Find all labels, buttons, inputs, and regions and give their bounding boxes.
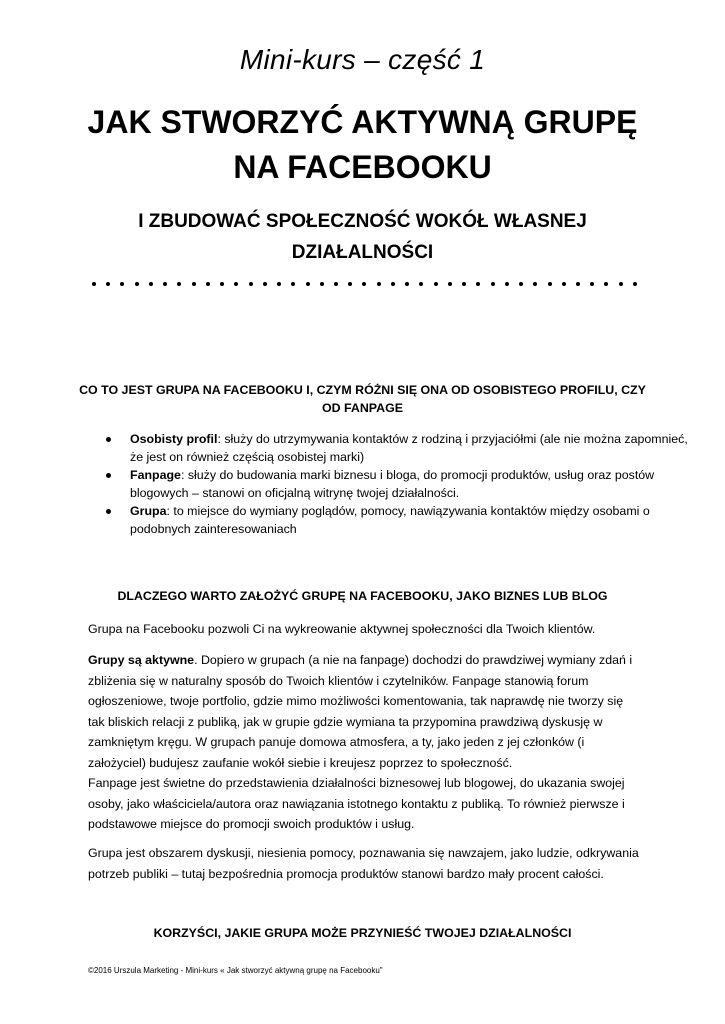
list-item bbox=[130, 502, 690, 538]
section-heading-benefits: KORZYŚCI, JAKIE GRUPA MOŻE PRZYNIEŚĆ TWOJEJ DZIAŁALNOŚCI bbox=[153, 926, 572, 940]
definition-list bbox=[88, 430, 690, 538]
paragraph: Grupa na Facebooku pozwoli Ci na wykreowanie aktywnej społeczności dla Twoich klientów. bbox=[88, 622, 596, 636]
paragraph-bold-lead: Grupy są aktywne bbox=[88, 653, 195, 667]
list-item-term: Fanpage bbox=[130, 468, 181, 482]
title-line-1: JAK STWORZYĆ AKTYWNĄ GRUPĘ bbox=[87, 104, 638, 140]
list-item-text: : to miejsce do wymiany poglądów, pomocy, nawiązywania kontaktów między osobami o podobnych zainteresowaniach bbox=[130, 504, 650, 536]
section-heading-line-2: OD FANPAGE bbox=[321, 401, 403, 415]
page-subtitle bbox=[60, 206, 665, 268]
paragraph: Fanpage jest świetne do przedstawienia działalności biznesowej lub blogowej, do ukazania swojej osoby, jako właściciela/autora oraz nawiązania istotnego kontaktu z publiką. To również pierwsze i podstawowe miejsce do promocji swoich produktów i usług. bbox=[88, 776, 625, 831]
section-heading-what-is-group bbox=[70, 381, 655, 417]
course-label: Mini-kurs – część 1 bbox=[239, 44, 486, 75]
paragraph: Grupa jest obszarem dyskusji, niesienia pomocy, poznawania się nawzajem, jako ludzie, odkrywania potrzeb publiki – tutaj bezpośrednia promocja produktów stanowi bardzo mały procent całości. bbox=[88, 846, 639, 881]
section-heading-why-group: DLACZEGO WARTO ZAŁOŻYĆ GRUPĘ NA FACEBOOKU, JAKO BIZNES LUB BLOG bbox=[117, 589, 608, 603]
list-item-text: : służy do utrzymywania kontaktów z rodziną i przyjaciółmi (ale nie można zapomnieć, że jest on również częścią osobistej marki) bbox=[130, 432, 688, 464]
list-item-term: Osobisty profil bbox=[130, 432, 218, 446]
subtitle-line-2: DZIAŁALNOŚCI bbox=[291, 242, 434, 263]
list-item-text: : służy do budowania marki biznesu i bloga, do promocji produktów, usług oraz postów blogowych – stanowi on oficjalną witrynę twojej działalności. bbox=[130, 468, 655, 500]
list-item bbox=[130, 430, 690, 466]
paragraph bbox=[88, 650, 640, 773]
list-item bbox=[130, 466, 690, 502]
page-title bbox=[40, 100, 685, 190]
page-footer: ©2016 Urszula Marketing - Mini-kurs « Jak stworzyć aktywną grupę na Facebooku" bbox=[88, 966, 383, 975]
subtitle-line-1: I ZBUDOWAĆ SPOŁECZNOŚĆ WOKÓŁ WŁASNEJ bbox=[138, 211, 587, 232]
dotted-divider bbox=[92, 282, 637, 286]
paragraph-text: . Dopiero w grupach (a nie na fanpage) dochodzi do prawdziwej wymiany zdań i zbliżenia się w naturalny sposób do Twoich klientów i czytelników. Fanpage stanowią forum ogłoszeniowe, twoje portfolio, gdzie mimo możliwości komentowania, tak naprawdę nie tworzy się tak bliskich relacji z publiką, jak w grupie gdzie wymiana ta przypomina prawdziwą dyskusję w zamkniętym kręgu. W grupach panuje domowa atmosfera, a ty, jako jeden z jej członków (i założyciel) budujesz zaufanie wokół siebie i kreujesz poprzez to społeczność. bbox=[88, 653, 633, 770]
section-heading-line-1: CO TO JEST GRUPA NA FACEBOOKU I, CZYM RÓŻNI SIĘ ONA OD OSOBISTEGO PROFILU, CZY bbox=[79, 383, 646, 397]
title-line-2: NA FACEBOOKU bbox=[233, 149, 492, 185]
list-item-term: Grupa bbox=[130, 504, 167, 518]
